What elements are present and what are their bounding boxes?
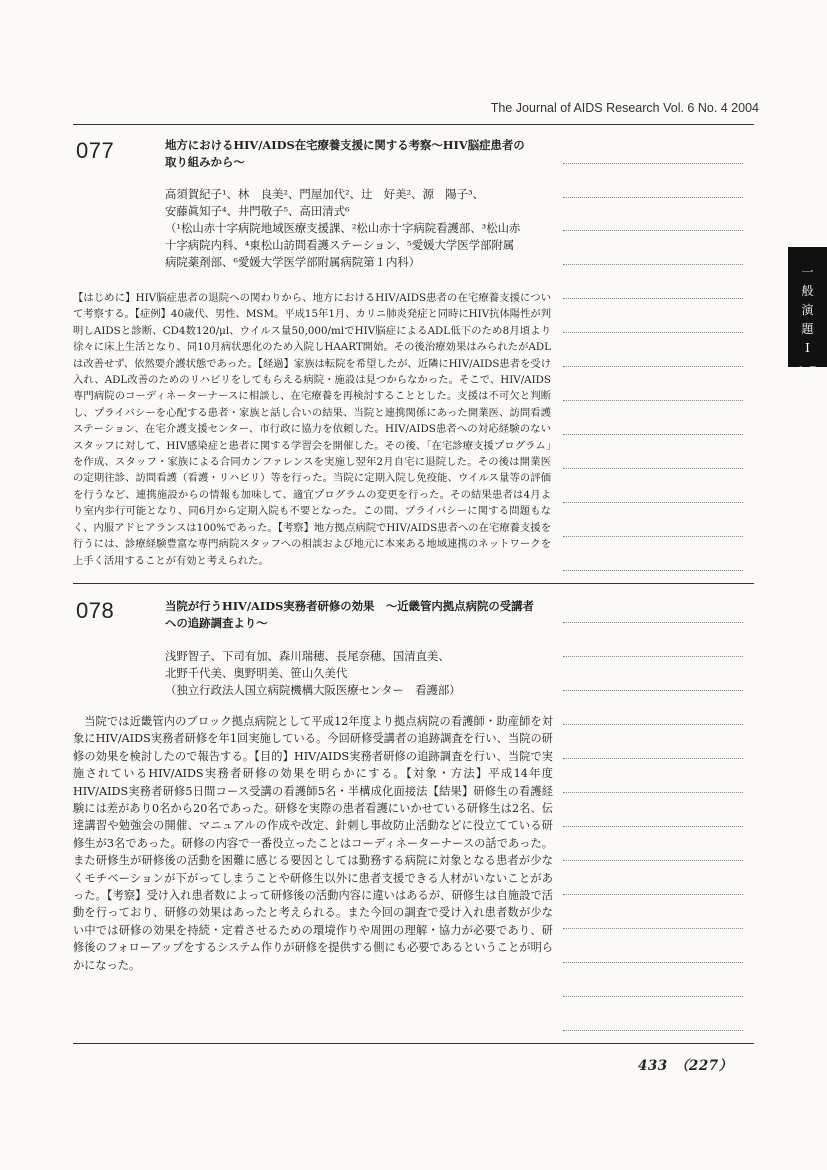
note-line [563, 962, 743, 963]
note-line [563, 724, 743, 725]
note-line [563, 570, 743, 571]
affiliation-line: 病院薬剤部、⁶愛媛大学医学部附属病院第１内科） [165, 255, 421, 269]
author-line: 安藤眞知子⁴、井門敬子⁵、高田清式⁶ [165, 204, 350, 218]
page-number: 433 （227） [638, 1058, 733, 1074]
section-rule [73, 583, 754, 584]
note-line [563, 622, 743, 623]
note-line [563, 264, 743, 265]
note-line [563, 163, 743, 164]
tab-char: 一 [801, 265, 814, 279]
tab-char: Ⅰ [805, 341, 810, 355]
note-line [563, 298, 743, 299]
note-line [563, 1030, 743, 1031]
author-block [165, 186, 555, 271]
note-line [563, 502, 743, 503]
journal-header: The Journal of AIDS Research Vol. 6 No. 4 2004 [490, 101, 759, 115]
note-line [563, 826, 743, 827]
note-line [563, 894, 743, 895]
note-line [563, 536, 743, 537]
note-line [563, 690, 743, 691]
affiliation-line: 十字病院内科、⁴東松山訪問看護ステーション、⁵愛媛大学医学部附属 [165, 238, 515, 252]
author-line: 高須賀紀子¹、林 良美²、門屋加代²、辻 好美²、源 陽子³、 [165, 187, 484, 201]
note-line [563, 656, 743, 657]
abstract-title: 地方におけるHIV/AIDS在宅療養支援に関する考察～HIV脳症患者の取り組みから～ [165, 138, 525, 169]
note-line [563, 468, 743, 469]
tab-char: 演 [801, 303, 814, 317]
abstract-number: 077 [76, 138, 115, 163]
abstract-title: 当院が行うHIV/AIDS実務者研修の効果 ～近畿管内拠点病院の受講者への追跡調査より～ [165, 599, 534, 630]
note-line [563, 434, 743, 435]
note-line [563, 928, 743, 929]
note-line [563, 996, 743, 997]
note-line [563, 860, 743, 861]
affiliation-line: （¹松山赤十字病院地域医療支援課、²松山赤十字病院看護部、³松山赤 [165, 221, 521, 235]
note-line [563, 332, 743, 333]
note-line [563, 366, 743, 367]
abstract-body: 【はじめに】HIV脳症患者の退院への関わりから、地方におけるHIV/AIDS患者の在宅療養支援について考察する。【症例】40歳代、男性、MSM。平成15年1月、カリニ肺炎発症と同時にHIV抗体陽性が判明しAIDSと診断、CD4数120/μl、ウイルス量50,000/mlでHIV脳症によるADL低下のため8月頃より徐々に床上生活となり、同10月病状悪化のため入院しHAART開始。その後治療効果はみられたがADLは改善せず、依然要介護状態であった。【経過】家族は転院を希望したが、近隣にHIV/AIDS患者を受け入れ、ADL改善のためのリハビリをしてもらえる病院・施設は見つからなかった。そこで、HIV/AIDS専門病院のコーディネーターナースに相談し、在宅療養を再検討することとした。支援は不可欠と判断し、プライバシーを心配する患者・家族と話し合いの結果、当院と連携関係にあった開業医、訪問看護ステーション、在宅介護支援センター、市行政に協力を依頼した。HIV/AIDS患者への対応経験のないスタッフに対して、HIV感染症と患者に関する学習会を開催した。その後、「在宅診療支援プログラム」を作成、スタッフ・家族による合同カンファレンスを実施し翌年2月自宅に退院した。その後は開業医の定期往診、訪問看護（看護・リハビリ）等を行った。当院に定期入院し免疫能、ウイルス量等の評価を行うなど、連携施設からの情報も加味して、適宜プログラムの変更を行った。その結果患者は4月より室内歩行可能となり、同6月から定期入院も不要となった。この間、プライバシーに関する問題もなく、内服アドヒアランスは100%であった。【考察】地方拠点病院でHIV/AIDS患者への在宅療養支援を行うには、診療経験豊富な専門病院スタッフへの相談および地元に本来ある地域連携のネットワークを上手く活用することが有効と考えられた。 [73, 292, 551, 567]
note-line [563, 400, 743, 401]
author-line: 北野千代美、奥野明美、笹山久美代 [165, 666, 348, 680]
bottom-rule [73, 1043, 754, 1044]
abstract-number: 078 [76, 598, 115, 623]
abstract-body: 当院では近畿管内のブロック拠点病院として平成12年度より拠点病院の看護師・助産師を対象にHIV/AIDS実務者研修を年1回実施している。今回研修受講者の追跡調査を行い、当院の研修の効果を検討したので報告する。【目的】HIV/AIDS実務者研修の追跡調査を行い、当院で実施されているHIV/AIDS実務者研修の効果を明らかにする。【対象・方法】平成14年度HIV/AIDS実務者研修5日間コース受講の看護師5名・半構成化面接法【結果】研修生の看護経験には差があり0名から20名であった。研修を実際の患者看護にいかせている研修生は2名、伝達講習や勉強会の開催、マニュアルの作成や改定、針刺し事故防止活動などに役立てている研修生が3名であった。研修の内容で一番役立ったことはコーディネーターナースの話であった。また研修生が研修後の活動を困難に感じる要因としては勤務する病院に対象となる患者が少なくモチベーションが下がってしまうことや研修生以外に患者支援できる人材がいないことがあった。【考察】受け入れ患者数によって研修後の活動内容に違いはあるが、研修生は自施設で活動を行っており、研修の効果はあったと考えられる。また今回の調査で受け入れ患者数が少ない中では研修の効果を持続・定着させるための環境作りや周囲の理解・協力が必要であり、研修後のフォローアップをするシステム作りが研修を提供する側にも必要であるということが明らかになった。 [73, 715, 553, 972]
tab-page: 9 Ⅱ [797, 366, 818, 377]
note-line [563, 197, 743, 198]
tab-char: 題 [801, 322, 814, 336]
note-line [563, 758, 743, 759]
note-line [563, 792, 743, 793]
author-block [165, 648, 555, 699]
section-index-tab [788, 247, 827, 377]
affiliation-line: （独立行政法人国立病院機構大阪医療センター 看護部） [165, 683, 461, 697]
author-line: 浅野智子、下司有加、森川瑞穂、長尾奈穂、国清直美、 [165, 649, 450, 663]
tab-char: 般 [801, 284, 814, 298]
note-line [563, 230, 743, 231]
top-rule [73, 124, 754, 125]
